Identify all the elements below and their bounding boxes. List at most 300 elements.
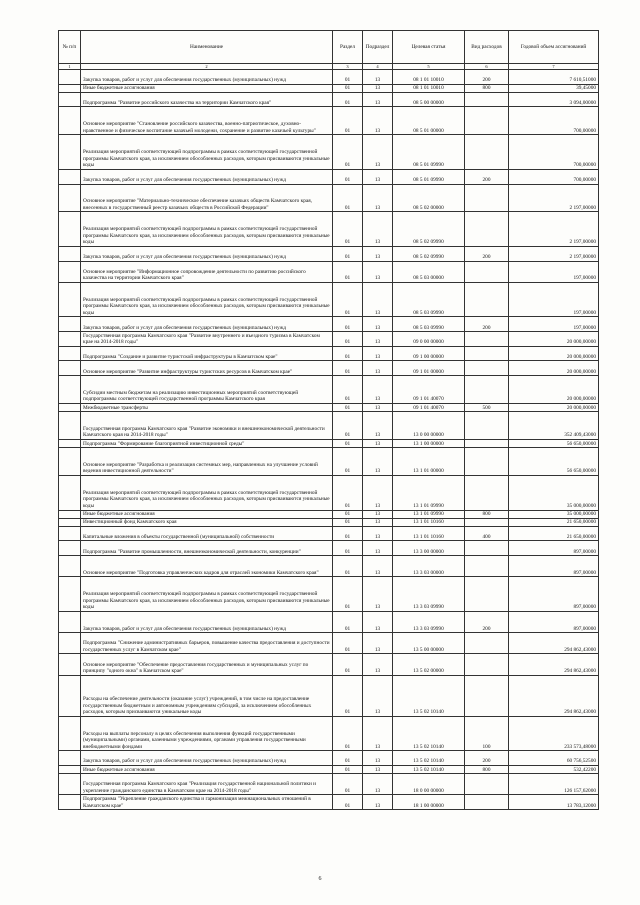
cell-number bbox=[59, 169, 81, 184]
cell-podrazdel: 13 bbox=[363, 654, 393, 675]
cell-name: Государственная программа Камчатского края "Развитие внутреннего и въездного туризма в Камчатском крае на 2014-2018 годы" bbox=[81, 332, 333, 347]
cell-expense-type bbox=[465, 633, 509, 654]
cell-expense-type bbox=[465, 212, 509, 247]
cell-expense-type bbox=[465, 448, 509, 476]
cell-target-article: 13 5 02 10140 bbox=[393, 675, 465, 716]
column-index: 2 bbox=[81, 64, 333, 70]
cell-number bbox=[59, 675, 81, 716]
cell-name: Подпрограмма "Развитие промышленности, внешнеэкономической деятельности, конкуренции" bbox=[81, 541, 333, 556]
header-name: Наименование bbox=[81, 31, 333, 64]
cell-target-article: 09 1 01 40070 bbox=[393, 404, 465, 412]
cell-podrazdel: 13 bbox=[363, 795, 393, 810]
cell-number bbox=[59, 135, 81, 170]
table-row bbox=[59, 376, 599, 404]
cell-amount: 20 000,00000 bbox=[509, 346, 599, 361]
cell-amount: 294 862,43000 bbox=[509, 633, 599, 654]
cell-name: Основное мероприятие "Обеспечение предоставления государственных и муниципальных услуг по принципу "одного окна" в Камчатском крае" bbox=[81, 654, 333, 675]
cell-amount: 197,00000 bbox=[509, 261, 599, 282]
header-expense-type: Вид расходов bbox=[465, 31, 509, 64]
column-index: 4 bbox=[363, 64, 393, 70]
cell-number bbox=[59, 317, 81, 332]
cell-number bbox=[59, 261, 81, 282]
cell-number bbox=[59, 611, 81, 632]
cell-razdel: 01 bbox=[333, 107, 363, 135]
cell-target-article: 08 5 03 00000 bbox=[393, 261, 465, 282]
cell-target-article: 08 5 01 09990 bbox=[393, 135, 465, 170]
cell-amount: 352 409,43000 bbox=[509, 412, 599, 440]
table-row bbox=[59, 556, 599, 577]
cell-podrazdel: 13 bbox=[363, 526, 393, 541]
cell-razdel: 01 bbox=[333, 556, 363, 577]
cell-expense-type: 200 bbox=[465, 611, 509, 632]
table-row bbox=[59, 675, 599, 716]
cell-podrazdel: 13 bbox=[363, 282, 393, 317]
header-podrazdel: Подраздел bbox=[363, 31, 393, 64]
cell-amount: 532,42200 bbox=[509, 766, 599, 774]
cell-number bbox=[59, 766, 81, 774]
cell-razdel: 01 bbox=[333, 184, 363, 212]
cell-podrazdel: 13 bbox=[363, 84, 393, 92]
table-row bbox=[59, 611, 599, 632]
cell-amount: 294 862,43000 bbox=[509, 675, 599, 716]
cell-amount: 56 650,00000 bbox=[509, 440, 599, 448]
table-row bbox=[59, 448, 599, 476]
table-row bbox=[59, 633, 599, 654]
cell-name: Государственная программа Камчатского края "Развитие экономики и внешнеэкономической деятельности Камчатского края на 2014-2018 годы" bbox=[81, 412, 333, 440]
cell-number bbox=[59, 448, 81, 476]
cell-name: Основное мероприятие "Материально-техническое обеспечение казачьих обществ Камчатского края, внесенных в государственный реестр казачьих обществ в Российской Федерации" bbox=[81, 184, 333, 212]
cell-podrazdel: 13 bbox=[363, 261, 393, 282]
cell-number bbox=[59, 412, 81, 440]
cell-target-article: 13 5 02 10140 bbox=[393, 716, 465, 751]
cell-target-article: 13 3 00 00000 bbox=[393, 541, 465, 556]
cell-podrazdel: 13 bbox=[363, 107, 393, 135]
cell-name: Реализация мероприятий соответствующей подпрограммы в рамках соответствующей государственной программы Камчатского края, за исключением обособленных расходов, которым присваиваются уникальные коды bbox=[81, 476, 333, 511]
cell-podrazdel: 13 bbox=[363, 135, 393, 170]
cell-podrazdel: 13 bbox=[363, 246, 393, 261]
cell-razdel: 01 bbox=[333, 404, 363, 412]
cell-target-article: 09 1 00 00000 bbox=[393, 346, 465, 361]
cell-razdel: 01 bbox=[333, 84, 363, 92]
cell-expense-type bbox=[465, 774, 509, 795]
cell-name: Закупка товаров, работ и услуг для обеспечения государственных (муниципальных) нужд bbox=[81, 246, 333, 261]
cell-target-article: 13 0 00 00000 bbox=[393, 412, 465, 440]
table-row bbox=[59, 70, 599, 85]
cell-number bbox=[59, 332, 81, 347]
cell-expense-type: 500 bbox=[465, 404, 509, 412]
cell-target-article: 13 3 03 00000 bbox=[393, 556, 465, 577]
cell-amount: 2 197,00000 bbox=[509, 246, 599, 261]
cell-number bbox=[59, 510, 81, 518]
cell-expense-type bbox=[465, 261, 509, 282]
cell-target-article: 13 3 03 09990 bbox=[393, 577, 465, 612]
cell-podrazdel: 13 bbox=[363, 317, 393, 332]
cell-number bbox=[59, 92, 81, 107]
cell-name: Закупка товаров, работ и услуг для обеспечения государственных (муниципальных) нужд bbox=[81, 70, 333, 85]
table-row bbox=[59, 766, 599, 774]
cell-expense-type bbox=[465, 107, 509, 135]
cell-razdel: 01 bbox=[333, 611, 363, 632]
cell-target-article: 13 1 01 09990 bbox=[393, 476, 465, 511]
cell-expense-type: 200 bbox=[465, 246, 509, 261]
cell-name: Основное мероприятие "Разработка и реализация системных мер, направленных на улучшение условий ведения инвестиционной деятельности" bbox=[81, 448, 333, 476]
cell-podrazdel: 13 bbox=[363, 440, 393, 448]
cell-name: Закупка товаров, работ и услуг для обеспечения государственных (муниципальных) нужд bbox=[81, 317, 333, 332]
cell-number bbox=[59, 346, 81, 361]
cell-amount: 700,00000 bbox=[509, 107, 599, 135]
cell-target-article: 08 5 01 00000 bbox=[393, 107, 465, 135]
cell-razdel: 01 bbox=[333, 526, 363, 541]
cell-name: Реализация мероприятий соответствующей подпрограммы в рамках соответствующей государственной программы Камчатского края, за исключением обособленных расходов, которым присваиваются уникальные коды bbox=[81, 212, 333, 247]
cell-razdel: 01 bbox=[333, 135, 363, 170]
table-row bbox=[59, 476, 599, 511]
cell-name: Подпрограмма "Развитие российского казачества на территории Камчатского края" bbox=[81, 92, 333, 107]
header-razdel: Раздел bbox=[333, 31, 363, 64]
cell-razdel: 01 bbox=[333, 282, 363, 317]
cell-target-article: 13 3 03 09990 bbox=[393, 611, 465, 632]
cell-name: Расходы на выплаты персоналу в целях обеспечения выполнения функций государственными (муниципальными) органами, казенными учреждениями, органами управления государственными внебюджетными фондами bbox=[81, 716, 333, 751]
cell-amount: 897,00000 bbox=[509, 541, 599, 556]
cell-amount: 197,00000 bbox=[509, 317, 599, 332]
cell-number bbox=[59, 556, 81, 577]
cell-target-article: 09 1 01 40070 bbox=[393, 376, 465, 404]
table-row bbox=[59, 526, 599, 541]
table-body bbox=[59, 70, 599, 810]
cell-number bbox=[59, 774, 81, 795]
cell-name: Иные бюджетные ассигнования bbox=[81, 510, 333, 518]
cell-name: Подпрограмма "Формирование благоприятной инвестиционной среды" bbox=[81, 440, 333, 448]
cell-podrazdel: 13 bbox=[363, 92, 393, 107]
cell-target-article: 13 1 01 09990 bbox=[393, 510, 465, 518]
cell-number bbox=[59, 440, 81, 448]
cell-number bbox=[59, 476, 81, 511]
cell-amount: 39,45000 bbox=[509, 84, 599, 92]
cell-podrazdel: 13 bbox=[363, 448, 393, 476]
cell-podrazdel: 13 bbox=[363, 361, 393, 376]
cell-target-article: 08 1 01 10010 bbox=[393, 84, 465, 92]
cell-target-article: 13 5 00 00000 bbox=[393, 633, 465, 654]
table-row bbox=[59, 716, 599, 751]
cell-razdel: 01 bbox=[333, 766, 363, 774]
cell-name: Реализация мероприятий соответствующей подпрограммы в рамках соответствующей государственной программы Камчатского края, за исключением обособленных расходов, которым присваиваются уникальные коды bbox=[81, 577, 333, 612]
cell-expense-type: 800 bbox=[465, 84, 509, 92]
cell-razdel: 01 bbox=[333, 675, 363, 716]
cell-expense-type bbox=[465, 577, 509, 612]
cell-target-article: 09 0 00 00000 bbox=[393, 332, 465, 347]
cell-number bbox=[59, 70, 81, 85]
cell-podrazdel: 13 bbox=[363, 510, 393, 518]
cell-number bbox=[59, 751, 81, 766]
cell-razdel: 01 bbox=[333, 448, 363, 476]
cell-name: Основное мероприятие "Развитие инфраструктуры туристских ресурсов в Камчатском крае" bbox=[81, 361, 333, 376]
cell-name: Основное мероприятие "Подготовка управленческих кадров для отраслей экономики Камчатского края" bbox=[81, 556, 333, 577]
cell-name: Субсидии местным бюджетам на реализацию инвестиционных мероприятий соответствующей подпрограммы соответствующей государственной программы Камчатского края bbox=[81, 376, 333, 404]
cell-expense-type: 200 bbox=[465, 169, 509, 184]
cell-amount: 20 000,00000 bbox=[509, 361, 599, 376]
cell-number bbox=[59, 633, 81, 654]
cell-podrazdel: 13 bbox=[363, 476, 393, 511]
cell-razdel: 01 bbox=[333, 774, 363, 795]
header-annual-amount: Годовой объем ассигнований bbox=[509, 31, 599, 64]
cell-target-article: 08 5 01 09990 bbox=[393, 169, 465, 184]
cell-razdel: 01 bbox=[333, 376, 363, 404]
cell-expense-type bbox=[465, 184, 509, 212]
cell-podrazdel: 13 bbox=[363, 412, 393, 440]
cell-razdel: 01 bbox=[333, 412, 363, 440]
table-row bbox=[59, 518, 599, 526]
table-row bbox=[59, 361, 599, 376]
cell-podrazdel: 13 bbox=[363, 376, 393, 404]
cell-number bbox=[59, 526, 81, 541]
cell-name: Инвестиционный фонд Камчатского края bbox=[81, 518, 333, 526]
cell-name: Реализация мероприятий соответствующей подпрограммы в рамках соответствующей государственной программы Камчатского края, за исключением обособленных расходов, которым присваиваются уникальные коды bbox=[81, 282, 333, 317]
cell-razdel: 01 bbox=[333, 510, 363, 518]
cell-name: Государственная программа Камчатского края "Реализация государственной национальной политики и укрепление гражданского единства в Камчатском крае на 2014-2018 годы" bbox=[81, 774, 333, 795]
cell-amount: 126 157,62000 bbox=[509, 774, 599, 795]
cell-amount: 13 783,12000 bbox=[509, 795, 599, 810]
cell-target-article: 08 1 01 10010 bbox=[393, 70, 465, 85]
cell-target-article: 13 1 00 00000 bbox=[393, 440, 465, 448]
cell-name: Подпрограмма "Создание и развитие туристской инфраструктуры в Камчатском крае" bbox=[81, 346, 333, 361]
table-row bbox=[59, 92, 599, 107]
cell-razdel: 01 bbox=[333, 346, 363, 361]
cell-target-article: 18 0 00 00000 bbox=[393, 774, 465, 795]
cell-name: Основное мероприятие "Становление российского казачества, военно-патриотическое, духовно-нравственное и физическое воспитание казачьей молодежи, сохранение и развитие казачьей культуры" bbox=[81, 107, 333, 135]
cell-target-article: 13 5 02 10140 bbox=[393, 751, 465, 766]
cell-expense-type bbox=[465, 556, 509, 577]
cell-expense-type bbox=[465, 135, 509, 170]
cell-expense-type bbox=[465, 440, 509, 448]
cell-name: Закупка товаров, работ и услуг для обеспечения государственных (муниципальных) нужд bbox=[81, 611, 333, 632]
cell-number bbox=[59, 716, 81, 751]
cell-number bbox=[59, 212, 81, 247]
cell-expense-type bbox=[465, 346, 509, 361]
cell-target-article: 13 5 02 10140 bbox=[393, 766, 465, 774]
table-row bbox=[59, 654, 599, 675]
cell-name: Подпрограмма "Снижение административных барьеров, повышение качества предоставления и доступности государственных услуг в Камчатском крае" bbox=[81, 633, 333, 654]
cell-expense-type bbox=[465, 476, 509, 511]
table-row bbox=[59, 169, 599, 184]
cell-razdel: 01 bbox=[333, 716, 363, 751]
cell-expense-type bbox=[465, 361, 509, 376]
cell-podrazdel: 13 bbox=[363, 633, 393, 654]
cell-podrazdel: 13 bbox=[363, 751, 393, 766]
table-row bbox=[59, 412, 599, 440]
cell-number bbox=[59, 184, 81, 212]
column-index: 6 bbox=[465, 64, 509, 70]
column-index: 5 bbox=[393, 64, 465, 70]
cell-target-article: 08 5 03 09990 bbox=[393, 282, 465, 317]
cell-expense-type bbox=[465, 675, 509, 716]
cell-name: Иные бюджетные ассигнования bbox=[81, 766, 333, 774]
table-row bbox=[59, 212, 599, 247]
cell-podrazdel: 13 bbox=[363, 70, 393, 85]
cell-target-article: 08 5 02 09990 bbox=[393, 246, 465, 261]
cell-razdel: 01 bbox=[333, 654, 363, 675]
table-row bbox=[59, 795, 599, 810]
cell-amount: 294 862,43000 bbox=[509, 654, 599, 675]
table-row bbox=[59, 440, 599, 448]
cell-expense-type: 200 bbox=[465, 317, 509, 332]
cell-razdel: 01 bbox=[333, 332, 363, 347]
cell-razdel: 01 bbox=[333, 795, 363, 810]
cell-razdel: 01 bbox=[333, 361, 363, 376]
cell-target-article: 13 1 01 10160 bbox=[393, 518, 465, 526]
cell-expense-type: 400 bbox=[465, 526, 509, 541]
cell-podrazdel: 13 bbox=[363, 766, 393, 774]
cell-expense-type bbox=[465, 541, 509, 556]
header-number: № п/п bbox=[59, 31, 81, 64]
cell-name: Основное мероприятие "Информационное сопровождение деятельности по развитию российского казачества на территории Камчатского края" bbox=[81, 261, 333, 282]
cell-expense-type: 200 bbox=[465, 70, 509, 85]
cell-razdel: 01 bbox=[333, 92, 363, 107]
cell-target-article: 08 5 00 00000 bbox=[393, 92, 465, 107]
cell-number bbox=[59, 361, 81, 376]
table-row bbox=[59, 577, 599, 612]
cell-podrazdel: 13 bbox=[363, 404, 393, 412]
table-row bbox=[59, 107, 599, 135]
table-row bbox=[59, 751, 599, 766]
cell-razdel: 01 bbox=[333, 169, 363, 184]
cell-number bbox=[59, 795, 81, 810]
cell-podrazdel: 13 bbox=[363, 577, 393, 612]
table-row bbox=[59, 346, 599, 361]
cell-podrazdel: 13 bbox=[363, 774, 393, 795]
table-row bbox=[59, 84, 599, 92]
cell-expense-type bbox=[465, 412, 509, 440]
table-row bbox=[59, 282, 599, 317]
table-row bbox=[59, 135, 599, 170]
table-row bbox=[59, 541, 599, 556]
column-index: 7 bbox=[509, 64, 599, 70]
cell-podrazdel: 13 bbox=[363, 332, 393, 347]
cell-number bbox=[59, 107, 81, 135]
cell-razdel: 01 bbox=[333, 476, 363, 511]
cell-amount: 20 000,00000 bbox=[509, 332, 599, 347]
cell-razdel: 01 bbox=[333, 633, 363, 654]
cell-name: Реализация мероприятий соответствующей подпрограммы в рамках соответствующей государственной программы Камчатского края, за исключением обособленных расходов, которым присваиваются уникальные коды bbox=[81, 135, 333, 170]
cell-amount: 56 650,00000 bbox=[509, 448, 599, 476]
cell-expense-type bbox=[465, 795, 509, 810]
table-row bbox=[59, 317, 599, 332]
cell-razdel: 01 bbox=[333, 317, 363, 332]
cell-razdel: 01 bbox=[333, 261, 363, 282]
cell-name: Капитальные вложения в объекты государственной (муниципальной) собственности bbox=[81, 526, 333, 541]
cell-razdel: 01 bbox=[333, 518, 363, 526]
cell-target-article: 13 5 02 00000 bbox=[393, 654, 465, 675]
cell-number bbox=[59, 541, 81, 556]
cell-podrazdel: 13 bbox=[363, 518, 393, 526]
cell-razdel: 01 bbox=[333, 577, 363, 612]
cell-name: Закупка товаров, работ и услуг для обеспечения государственных (муниципальных) нужд bbox=[81, 169, 333, 184]
cell-number bbox=[59, 654, 81, 675]
cell-podrazdel: 13 bbox=[363, 212, 393, 247]
table-row bbox=[59, 332, 599, 347]
cell-name: Закупка товаров, работ и услуг для обеспечения государственных (муниципальных) нужд bbox=[81, 751, 333, 766]
cell-expense-type: 800 bbox=[465, 510, 509, 518]
cell-expense-type bbox=[465, 332, 509, 347]
cell-expense-type bbox=[465, 376, 509, 404]
cell-expense-type bbox=[465, 92, 509, 107]
cell-razdel: 01 bbox=[333, 246, 363, 261]
cell-amount: 20 000,00000 bbox=[509, 404, 599, 412]
cell-amount: 35 000,00000 bbox=[509, 510, 599, 518]
cell-number bbox=[59, 404, 81, 412]
cell-podrazdel: 13 bbox=[363, 556, 393, 577]
cell-amount: 60 756,52500 bbox=[509, 751, 599, 766]
cell-number bbox=[59, 376, 81, 404]
cell-amount: 3 094,00000 bbox=[509, 92, 599, 107]
cell-target-article: 13 1 01 10160 bbox=[393, 526, 465, 541]
cell-amount: 897,00000 bbox=[509, 577, 599, 612]
cell-amount: 21 650,00000 bbox=[509, 526, 599, 541]
table-row bbox=[59, 261, 599, 282]
table-row bbox=[59, 774, 599, 795]
cell-expense-type: 100 bbox=[465, 716, 509, 751]
cell-amount: 21 650,00000 bbox=[509, 518, 599, 526]
cell-target-article: 09 1 01 00000 bbox=[393, 361, 465, 376]
column-index: 3 bbox=[333, 64, 363, 70]
cell-expense-type bbox=[465, 518, 509, 526]
cell-razdel: 01 bbox=[333, 751, 363, 766]
table-row bbox=[59, 404, 599, 412]
cell-amount: 197,00000 bbox=[509, 282, 599, 317]
table-row bbox=[59, 246, 599, 261]
page-number: 6 bbox=[318, 876, 322, 882]
column-index: 1 bbox=[59, 64, 81, 70]
cell-target-article: 08 5 02 09990 bbox=[393, 212, 465, 247]
cell-razdel: 01 bbox=[333, 541, 363, 556]
cell-amount: 700,00000 bbox=[509, 169, 599, 184]
cell-expense-type: 200 bbox=[465, 751, 509, 766]
cell-expense-type bbox=[465, 654, 509, 675]
cell-razdel: 01 bbox=[333, 212, 363, 247]
cell-number bbox=[59, 518, 81, 526]
cell-podrazdel: 13 bbox=[363, 675, 393, 716]
cell-podrazdel: 13 bbox=[363, 541, 393, 556]
cell-expense-type: 800 bbox=[465, 766, 509, 774]
header-target-article: Целевая статья bbox=[393, 31, 465, 64]
table-row bbox=[59, 184, 599, 212]
cell-podrazdel: 13 bbox=[363, 184, 393, 212]
cell-number bbox=[59, 577, 81, 612]
cell-number bbox=[59, 246, 81, 261]
cell-podrazdel: 13 bbox=[363, 716, 393, 751]
cell-amount: 2 197,00000 bbox=[509, 212, 599, 247]
cell-amount: 2 197,00000 bbox=[509, 184, 599, 212]
cell-amount: 7 610,51000 bbox=[509, 70, 599, 85]
cell-expense-type bbox=[465, 282, 509, 317]
cell-amount: 897,00000 bbox=[509, 556, 599, 577]
cell-name: Межбюджетные трансферты bbox=[81, 404, 333, 412]
cell-target-article: 13 1 01 00000 bbox=[393, 448, 465, 476]
cell-amount: 700,00000 bbox=[509, 135, 599, 170]
cell-number bbox=[59, 282, 81, 317]
budget-table bbox=[58, 30, 599, 810]
cell-number bbox=[59, 84, 81, 92]
cell-razdel: 01 bbox=[333, 70, 363, 85]
cell-amount: 897,00000 bbox=[509, 611, 599, 632]
cell-target-article: 08 5 02 00000 bbox=[393, 184, 465, 212]
cell-target-article: 18 1 00 00000 bbox=[393, 795, 465, 810]
cell-razdel: 01 bbox=[333, 440, 363, 448]
table-header-row bbox=[59, 31, 599, 64]
cell-name: Расходы на обеспечение деятельности (оказание услуг) учреждений, в том числе на предоставление государственным бюджетным и автономным учреждениям субсидий, за исключением обособленных расходов, которым присваиваются уникальные коды bbox=[81, 675, 333, 716]
cell-amount: 35 000,00000 bbox=[509, 476, 599, 511]
cell-podrazdel: 13 bbox=[363, 169, 393, 184]
cell-name: Иные бюджетные ассигнования bbox=[81, 84, 333, 92]
cell-amount: 20 000,00000 bbox=[509, 376, 599, 404]
